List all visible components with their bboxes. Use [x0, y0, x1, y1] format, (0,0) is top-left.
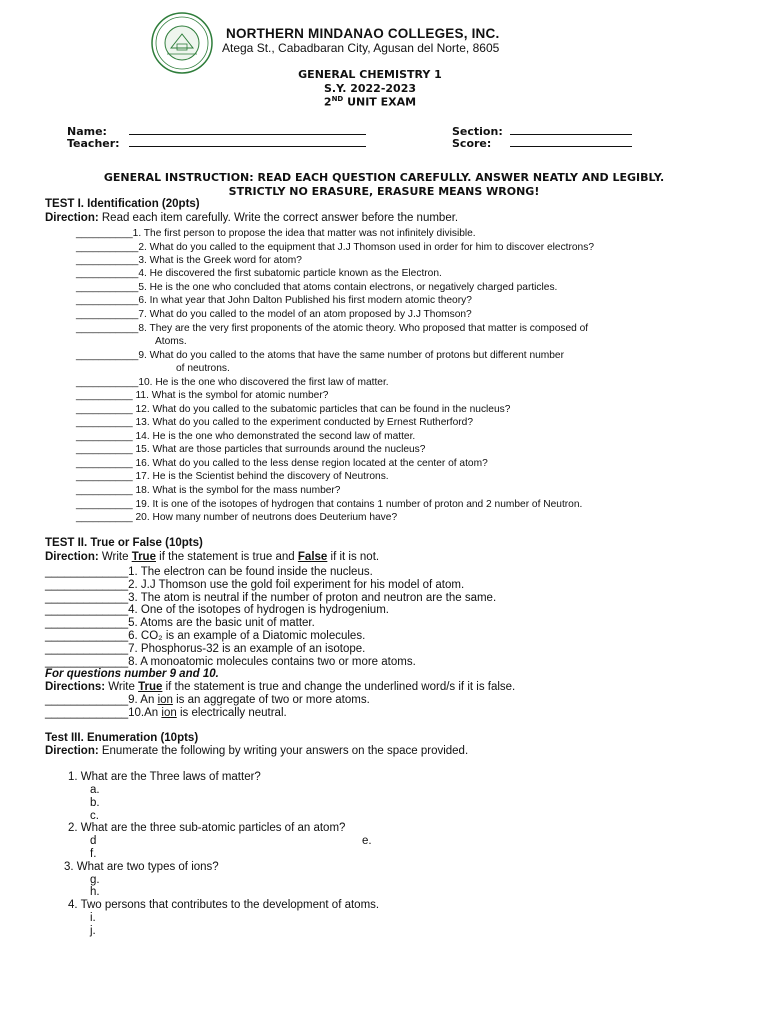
test1-item-6: ___________6. In what year that John Dalton Published his first modern atomic theory?: [76, 295, 472, 306]
answer-label-h: h.: [90, 886, 100, 898]
for-questions-note: For questions number 9 and 10.: [45, 668, 219, 680]
test3-question-2: 2. What are the three sub-atomic particles of an atom?: [68, 822, 346, 834]
test2-item-10: _____________10.An ion is electrically neutral.: [45, 707, 287, 719]
answer-label-e: e.: [362, 835, 372, 847]
test1-item-8-continuation: Atoms.: [155, 336, 187, 347]
exam-unit: 2ND UNIT EXAM: [323, 95, 417, 109]
test1-item-10: ___________10. He is the one who discovered the first law of matter.: [76, 377, 389, 388]
answer-label-a: a.: [90, 784, 100, 796]
test1-item-13: __________ 13. What do you called to the experiment conducted by Ernest Rutherford?: [76, 417, 474, 428]
test1-item-8: ___________8. They are the very first proponents of the atomic theory. Who proposed that matter is composed of: [76, 323, 589, 334]
test1-item-5: ___________5. He is the one who concluded that atoms contain electrons, or negatively charged particles.: [76, 282, 558, 293]
test2-item-2: _____________2. J.J Thomson use the gold foil experiment for his model of atom.: [45, 578, 465, 591]
test3-question-3: 3. What are two types of ions?: [64, 861, 219, 873]
answer-label-c: c.: [90, 810, 99, 822]
test2-item-4: _____________4. One of the isotopes of hydrogen is hydrogenium.: [45, 604, 389, 617]
test1-item-18: __________ 18. What is the symbol for the mass number?: [76, 485, 341, 496]
school-year: S.Y. 2022-2023: [323, 82, 417, 95]
school-name: NORTHERN MINDANAO COLLEGES, INC.: [226, 26, 500, 41]
answer-label-i: i.: [90, 912, 96, 924]
answer-label-f: f.: [90, 848, 97, 860]
answer-label-g: g.: [90, 874, 100, 886]
test1-item-20: __________ 20. How many number of neutrons does Deuterium have?: [76, 512, 398, 523]
test1-item-7: ___________7. What do you called to the model of an atom proposed by J.J Thomson?: [76, 309, 472, 320]
test1-item-17: __________ 17. He is the Scientist behind the discovery of Neutrons.: [76, 471, 389, 482]
test2-item-9: _____________9. An ion is an aggregate of two or more atoms.: [45, 694, 370, 706]
test1-item-12: __________ 12. What do you called to the subatomic particles that can be found in the nucleus?: [76, 404, 511, 415]
school-address: Atega St., Cabadbaran City, Agusan del Norte, 8605: [222, 41, 500, 55]
test1-item-15: __________ 15. What are those particles that surrounds around the nucleus?: [76, 444, 426, 455]
test1-item-9: ___________9. What do you called to the atoms that have the same number of protons but different number: [76, 350, 564, 361]
test2-direction: Direction: Write True if the statement is true and False if it is not.: [45, 551, 380, 563]
test1-item-1: __________1. The first person to propose the idea that matter was not infinitely divisible.: [76, 228, 476, 239]
test2-item-6: _____________6. CO₂ is an example of a Diatomic molecules.: [45, 630, 366, 642]
test2-item-5: _____________5. Atoms are the basic unit of matter.: [45, 617, 315, 630]
test1-item-4: ___________4. He discovered the first subatomic particle known as the Electron.: [76, 268, 442, 279]
test1-title: TEST I. Identification (20pts): [45, 198, 200, 210]
score-field[interactable]: Score:: [452, 136, 632, 150]
test1-direction: Direction: Read each item carefully. Write the correct answer before the number.: [45, 212, 459, 224]
test3-direction: Direction: Enumerate the following by writing your answers on the space provided.: [45, 745, 469, 757]
test2-item-3: _____________3. The atom is neutral if the number of proton and neutron are the same.: [45, 591, 497, 604]
test1-item-3: ___________3. What is the Greek word for atom?: [76, 255, 302, 266]
test2-directions2: Directions: Write True if the statement is true and change the underlined word/s if it is false.: [45, 681, 516, 693]
general-instruction-line1: GENERAL INSTRUCTION: READ EACH QUESTION CAREFULLY. ANSWER NEATLY AND LEGIBLY.: [103, 171, 665, 184]
test1-item-11: __________ 11. What is the symbol for atomic number?: [76, 390, 329, 401]
exam-subject: GENERAL CHEMISTRY 1: [298, 68, 442, 81]
test2-item-7: _____________7. Phosphorus-32 is an example of an isotope.: [45, 642, 366, 655]
test1-item-9-continuation: of neutrons.: [176, 363, 230, 374]
answer-label-j: j.: [90, 925, 96, 937]
school-seal-logo: [151, 12, 213, 74]
test2-item-1: _____________1. The electron can be found inside the nucleus.: [45, 566, 373, 578]
test1-item-16: __________ 16. What do you called to the less dense region located at the center of atom?: [76, 458, 488, 469]
test2-item-8: _____________8. A monoatomic molecules contains two or more atoms.: [45, 655, 416, 668]
test1-item-19: __________ 19. It is one of the isotopes of hydrogen that contains 1 number of proton and 2 number of Neutron.: [76, 499, 583, 510]
section-field[interactable]: Section:: [452, 124, 632, 138]
test3-question-1: 1. What are the Three laws of matter?: [68, 771, 261, 783]
answer-label-b: b.: [90, 797, 100, 809]
test1-item-2: ___________2. What do you called to the equipment that J.J Thomson used in order for him to discover electrons?: [76, 242, 594, 253]
name-field[interactable]: Name:: [67, 124, 366, 138]
test1-item-14: __________ 14. He is the one who demonstrated the second law of matter.: [76, 431, 416, 442]
test3-title: Test III. Enumeration (10pts): [45, 732, 199, 744]
teacher-field[interactable]: Teacher:: [67, 136, 366, 150]
answer-label-d: d: [90, 835, 97, 847]
test2-title: TEST II. True or False (10pts): [45, 537, 203, 549]
test3-question-4: 4. Two persons that contributes to the development of atoms.: [68, 899, 380, 911]
general-instruction-line2: STRICTLY NO ERASURE, ERASURE MEANS WRONG!: [228, 185, 540, 198]
